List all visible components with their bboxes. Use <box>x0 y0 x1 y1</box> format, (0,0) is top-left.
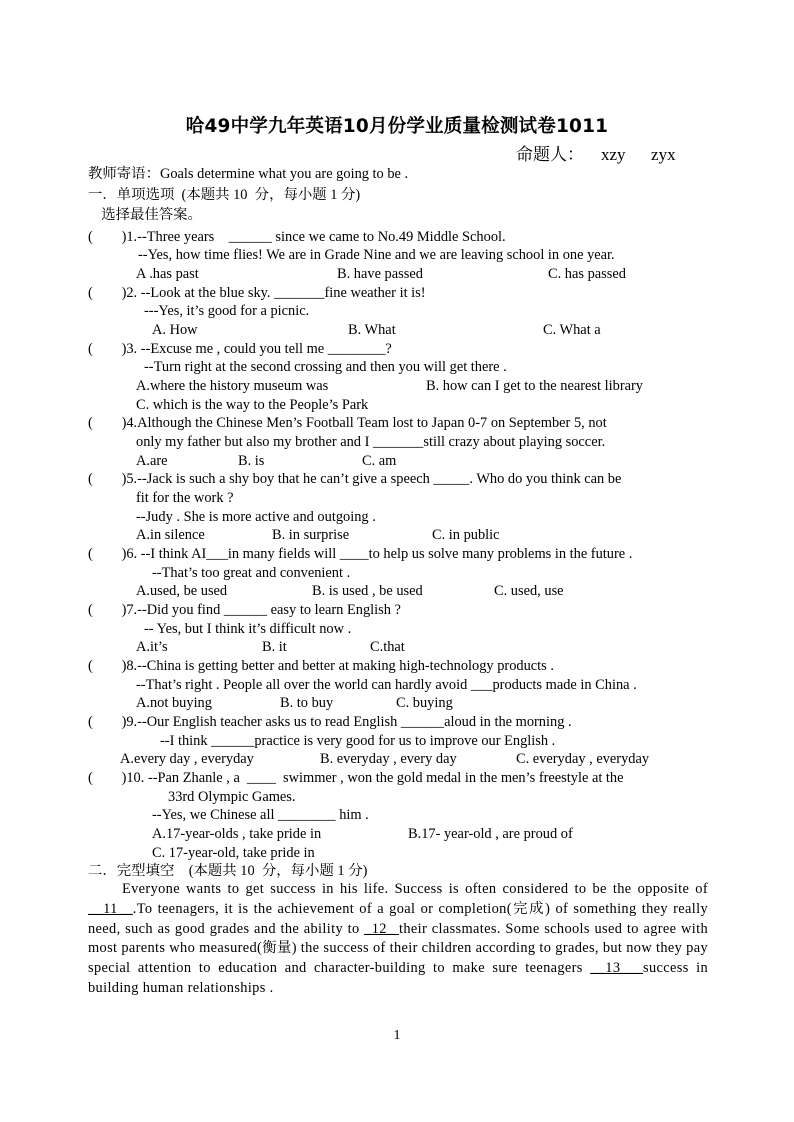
q10-option-a: A.17-year-olds , take pride in <box>152 826 322 842</box>
q5-reply: --Judy . She is more active and outgoing . <box>136 509 376 525</box>
q1-stem: ( )1.--Three years ______ since we came to No.49 Middle School. <box>88 229 506 245</box>
q1-reply: --Yes, how time flies! We are in Grade Nine and we are leaving school in one year. <box>138 247 615 263</box>
q7-option-c: C.that <box>370 639 405 655</box>
q9-option-c: C. everyday , everyday <box>516 751 650 767</box>
q2-option-b: B. What <box>348 322 396 338</box>
q3-option-b: B. how can I get to the nearest library <box>426 378 643 394</box>
q3-stem: ( )3. --Excuse me , could you tell me ________? <box>88 341 392 357</box>
q3-option-c: C. which is the way to the People’s Park <box>136 397 369 413</box>
q5-option-c: C. in public <box>432 527 500 543</box>
q4-option-b: B. is <box>238 453 265 469</box>
q2-option-a: A. How <box>152 322 198 338</box>
section1-heading: 一．单项选项 (本题共 10 分，每小题 1 分) <box>88 187 361 203</box>
q1-option-a: A .has past <box>136 266 199 282</box>
q4-stem: ( )4.Although the Chinese Men’s Football Team lost to Japan 0-7 on September 5, not <box>88 415 607 431</box>
q7-option-b: B. it <box>262 639 287 655</box>
q8-option-c: C. buying <box>396 695 453 711</box>
q5-option-a: A.in silence <box>136 527 205 543</box>
section1-instruction: 选择最佳答案。 <box>94 207 202 223</box>
q10-option-b: B.17- year-old , are proud of <box>408 826 573 842</box>
passage-text-3: their classmates. Some schools used to agree with most parents who measured(衡量) the success of their children according to grades, but now they pay special attention to education and character-building to make sure teenagers <box>88 920 708 977</box>
q10-option-c: C. 17-year-old, take pride in <box>152 845 315 861</box>
passage-text-2: .To teenagers, it is the achievement of a goal or completion(完成) of something they really need, such as good grades and the ability to <box>88 900 708 937</box>
teacher-note: 教师寄语：Goals determine what you are going to be . <box>88 166 409 182</box>
exam-title: 哈49中学九年英语10月份学业质量检测试卷1011 <box>185 116 609 137</box>
q6-reply: --That’s too great and convenient . <box>152 565 351 581</box>
passage-text-4: success in building human relationships . <box>88 960 709 996</box>
q1-option-c: C. has passed <box>548 266 626 282</box>
q8-option-a: A.not buying <box>136 695 212 711</box>
q7-option-a: A.it’s <box>136 639 168 655</box>
q1-option-b: B. have passed <box>337 266 423 282</box>
q10-reply: --Yes, we Chinese all ________ him . <box>152 807 369 823</box>
q5-continuation: fit for the work ? <box>136 490 234 506</box>
author-line: 命题人： xzy zyx <box>516 145 676 164</box>
q6-stem: ( )6. --I think AI___in many fields will ____to help us solve many problems in the future . <box>88 546 633 562</box>
page-number: 1 <box>393 1028 401 1043</box>
q10-continuation: 33rd Olympic Games. <box>168 789 296 805</box>
q4-option-a: A.are <box>136 453 168 469</box>
q5-option-b: B. in surprise <box>272 527 350 543</box>
q3-option-a: A.where the history museum was <box>136 378 329 394</box>
blank-13: __13___ <box>590 960 644 977</box>
q6-option-c: C. used, use <box>494 583 564 599</box>
q2-option-c: C. What a <box>543 322 601 338</box>
q2-reply: ---Yes, it’s good for a picnic. <box>144 303 310 319</box>
blank-11: __11__ <box>88 900 133 917</box>
cloze-passage <box>88 880 708 999</box>
q7-reply: -- Yes, but I think it’s difficult now . <box>144 621 352 637</box>
q3-reply: --Turn right at the second crossing and then you will get there . <box>144 359 507 375</box>
q9-stem: ( )9.--Our English teacher asks us to read English ______aloud in the morning . <box>88 714 572 730</box>
q4-continuation: only my father but also my brother and I _______still crazy about playing soccer. <box>136 434 606 450</box>
section2-heading: 二．完型填空 (本题共 10 分，每小题 1 分) <box>88 863 368 879</box>
q4-option-c: C. am <box>362 453 397 469</box>
q9-reply: --I think ______practice is very good for us to improve our English . <box>160 733 556 749</box>
passage-text-1: Everyone wants to get success in his life. Success is often considered to be the opposite of <box>122 881 708 897</box>
q6-option-a: A.used, be used <box>136 583 228 599</box>
q5-stem: ( )5.--Jack is such a shy boy that he can’t give a speech _____. Who do you think can be <box>88 471 622 487</box>
q6-option-b: B. is used , be used <box>312 583 423 599</box>
q9-option-a: A.every day , everyday <box>120 751 254 767</box>
q8-reply: --That’s right . People all over the world can hardly avoid ___products made in China . <box>136 677 637 693</box>
q7-stem: ( )7.--Did you find ______ easy to learn English ? <box>88 602 401 618</box>
q2-stem: ( )2. --Look at the blue sky. _______fine weather it is! <box>88 285 426 301</box>
q8-stem: ( )8.--China is getting better and better at making high-technology products . <box>88 658 554 674</box>
q10-stem: ( )10. --Pan Zhanle , a ____ swimmer , won the gold medal in the men’s freestyle at the <box>88 770 624 786</box>
q8-option-b: B. to buy <box>280 695 334 711</box>
q9-option-b: B. everyday , every day <box>320 751 457 767</box>
blank-12: _12_ <box>364 920 400 937</box>
